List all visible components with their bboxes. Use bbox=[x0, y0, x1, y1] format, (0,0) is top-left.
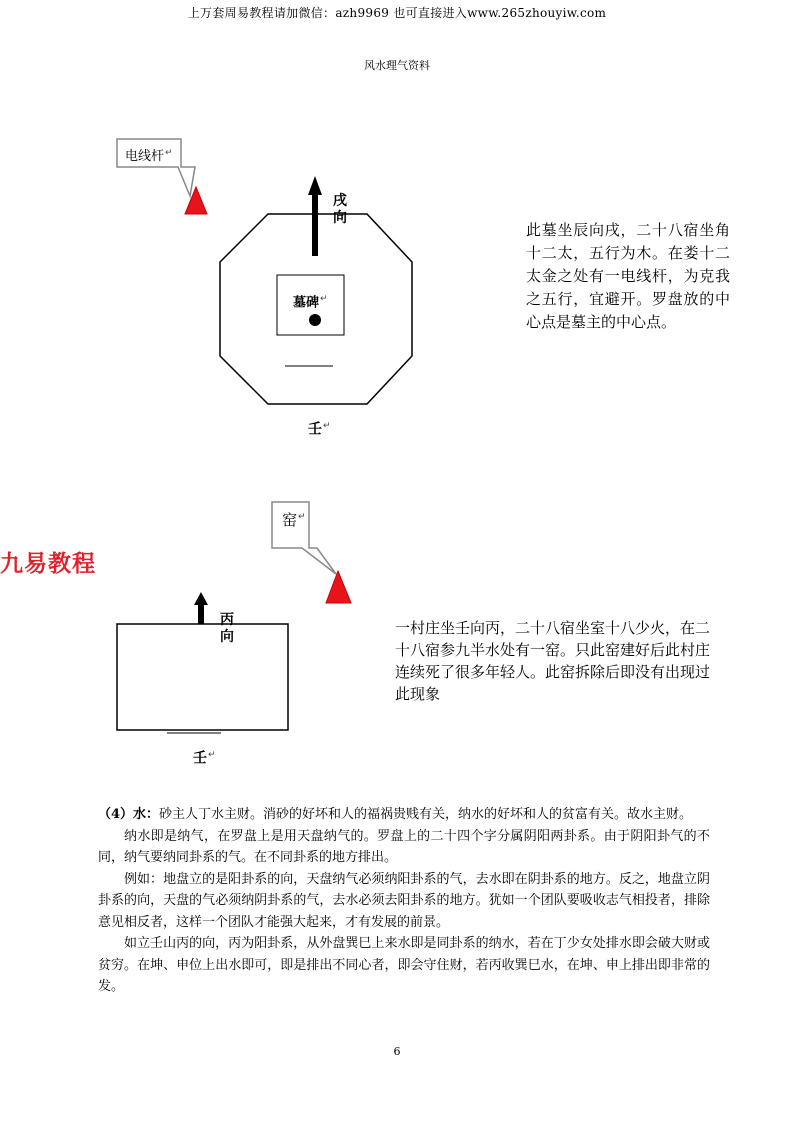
section-paragraph-3: 例如：地盘立的是阳卦系的向，天盘纳气必须纳阳卦系的气，去水即在阴卦系的地方。反之，地盘立阴卦系的向，天盘的气必须纳阴卦系的气，去水必须去阳卦系的地方。犹如一个团队要吸收志气相投者，排除意见相反者，这样一个团队才能强大起来，才有发展的前景。 bbox=[98, 871, 710, 930]
callout-1-label: 电线杆↵ bbox=[125, 147, 173, 164]
top-banner: 上万套周易教程请加微信：azh9969 也可直接进入www.265zhouyiw.com bbox=[187, 6, 607, 20]
section-paragraph-2: 纳水即是纳气，在罗盘上是用天盘纳气的。罗盘上的二十四个字分属阴阳两卦系。由于阴阳卦气的不同，纳气要纳同卦系的气。在不同卦系的地方排出。 bbox=[98, 828, 710, 865]
document-title: 风水理气资料 bbox=[364, 59, 430, 72]
direction-label-2: 丙 向 bbox=[220, 612, 234, 645]
section-heading: （4）水： bbox=[98, 807, 160, 822]
marker-triangle-2 bbox=[326, 571, 351, 603]
section-paragraph-4: 如立壬山丙的向，丙为阳卦系，从外盘巽巳上来水即是同卦系的纳水，若在丁少女处排水即会破大财或贫穷。在坤、申位上出水即可，即是排出不同心者，即会守住财，若丙收巽巳水，在坤、申上排出即非常的发。 bbox=[98, 936, 710, 994]
village-outline bbox=[117, 624, 288, 730]
sitting-label-1: 壬↵ bbox=[308, 421, 331, 438]
tomb-center-dot bbox=[309, 314, 321, 326]
diagram-2-description: 一村庄坐壬向丙，二十八宿坐室十八少火，在二十八宿参九半水处有一窑。只此窑建好后此村庄连续死了很多年轻人。此窑拆除后即没有出现过此现象 bbox=[395, 619, 711, 703]
tombstone-label: 墓碑↵ bbox=[293, 294, 328, 311]
callout-2-label: 窑↵ bbox=[282, 511, 306, 529]
diagram-1-description: 此墓坐辰向戌，二十八宿坐角十二太，五行为木。在娄十二太金之处有一电线杆，为克我之五行，宜避开。罗盘放的中心点是墓主的中心点。 bbox=[526, 221, 730, 331]
direction-label-1: 戌 向 bbox=[333, 193, 347, 226]
water-section bbox=[98, 804, 710, 998]
watermark-logo: 九易教程 bbox=[0, 551, 96, 577]
section-paragraph-1: （4）水：砂主人丁水主财。消砂的好坏和人的福祸贵贱有关，纳水的好坏和人的贫富有关。故水主财。 bbox=[98, 807, 693, 822]
page-number: 6 bbox=[393, 1045, 401, 1058]
direction-arrow-2 bbox=[194, 592, 208, 624]
sitting-label-2: 壬↵ bbox=[193, 750, 216, 767]
